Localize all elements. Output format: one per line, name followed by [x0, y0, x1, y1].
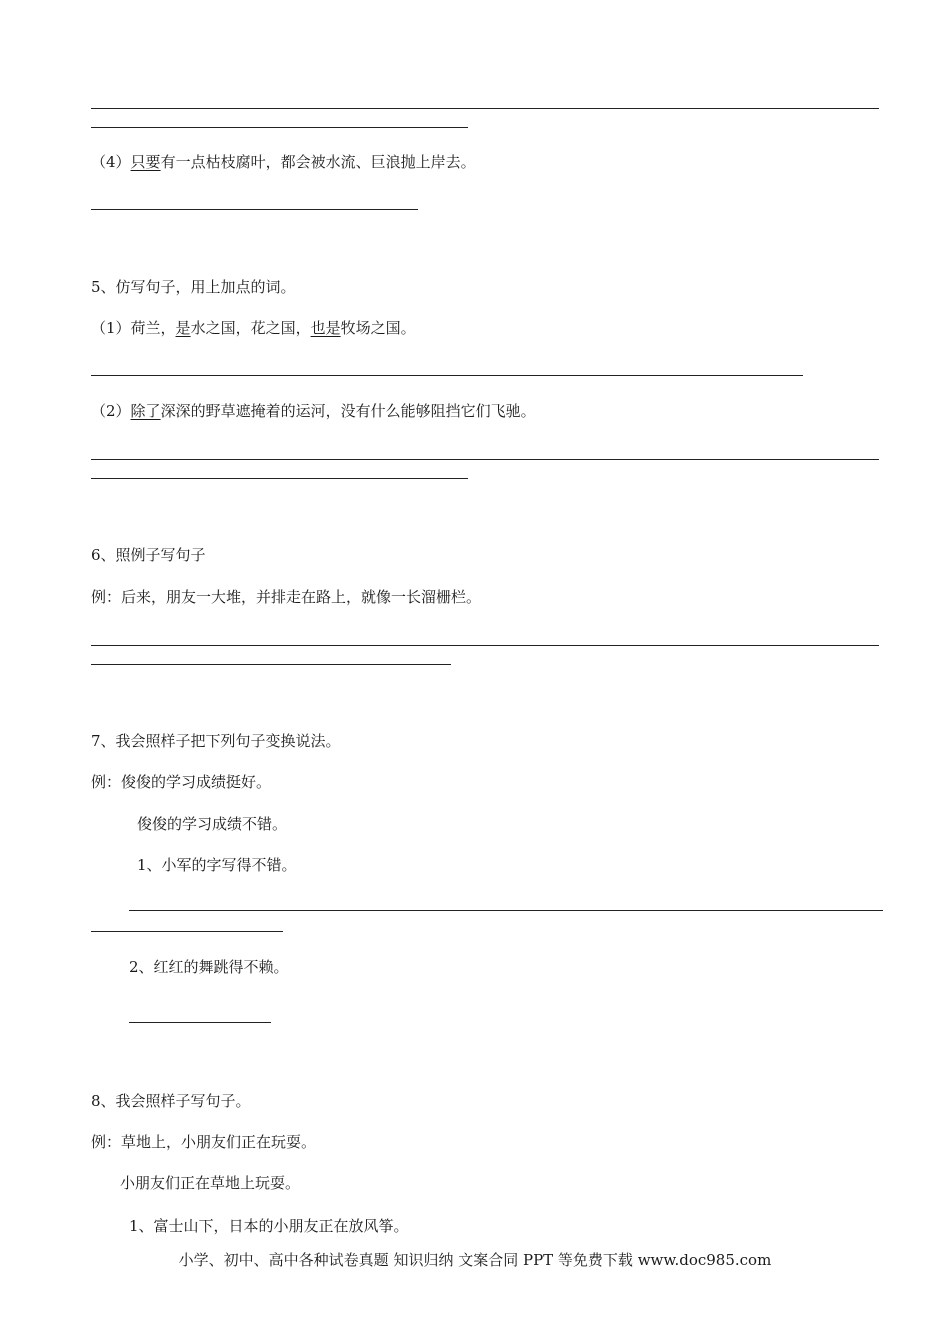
question-7-title: 7、我会照样子把下列句子变换说法。: [91, 732, 341, 750]
question-8-example: 例：草地上，小朋友们正在玩耍。: [91, 1133, 317, 1151]
answer-line: [91, 478, 468, 479]
answer-line: [91, 108, 879, 109]
question-7-item-1: 1、小军的字写得不错。: [137, 856, 297, 874]
question-8-item-1: 1、富士山下，日本的小朋友正在放风筝。: [129, 1217, 409, 1235]
sentence-text: 深深的野草遮掩着的运河，没有什么能够阻挡它们飞驰。: [160, 402, 536, 420]
underlined-word: 除了: [130, 402, 161, 420]
underlined-word: 只要: [130, 153, 161, 171]
item-number: （4）: [91, 153, 131, 171]
answer-line: [91, 127, 468, 128]
answer-line: [91, 645, 879, 646]
answer-line: [91, 931, 283, 932]
answer-line: [91, 664, 451, 665]
sentence-text: 水之国，花之国，: [190, 319, 311, 337]
question-8-title: 8、我会照样子写句子。: [91, 1092, 251, 1110]
question-6-example: 例：后来，朋友一大堆，并排走在路上，就像一长溜栅栏。: [91, 588, 482, 606]
sentence-text: （1）荷兰，: [91, 319, 176, 337]
answer-line: [91, 459, 879, 460]
underlined-word: 是: [175, 319, 191, 337]
question-8-example-answer: 小朋友们正在草地上玩耍。: [120, 1174, 301, 1192]
sentence-text: 牧场之国。: [340, 319, 416, 337]
question-7-example: 例：俊俊的学习成绩挺好。: [91, 773, 272, 791]
question-5-2: [91, 401, 536, 421]
page-footer: 小学、初中、高中各种试卷真题 知识归纳 文案合同 PPT 等免费下载 www.doc985.com: [178, 1251, 772, 1269]
item-number: （2）: [91, 402, 131, 420]
question-7-example-answer: 俊俊的学习成绩不错。: [137, 815, 288, 833]
question-4-4: [91, 152, 476, 172]
answer-line: [91, 209, 418, 210]
answer-line: [91, 375, 803, 376]
answer-line: [129, 1022, 271, 1023]
sentence-text: 有一点枯枝腐叶，都会被水流、巨浪抛上岸去。: [160, 153, 476, 171]
answer-line: [129, 910, 883, 911]
question-5-title: 5、仿写句子，用上加点的词。: [91, 278, 296, 296]
question-6-title: 6、照例子写句子: [91, 546, 206, 564]
question-7-item-2: 2、红红的舞跳得不赖。: [129, 958, 289, 976]
underlined-word: 也是: [310, 319, 341, 337]
question-5-1: [91, 318, 416, 338]
